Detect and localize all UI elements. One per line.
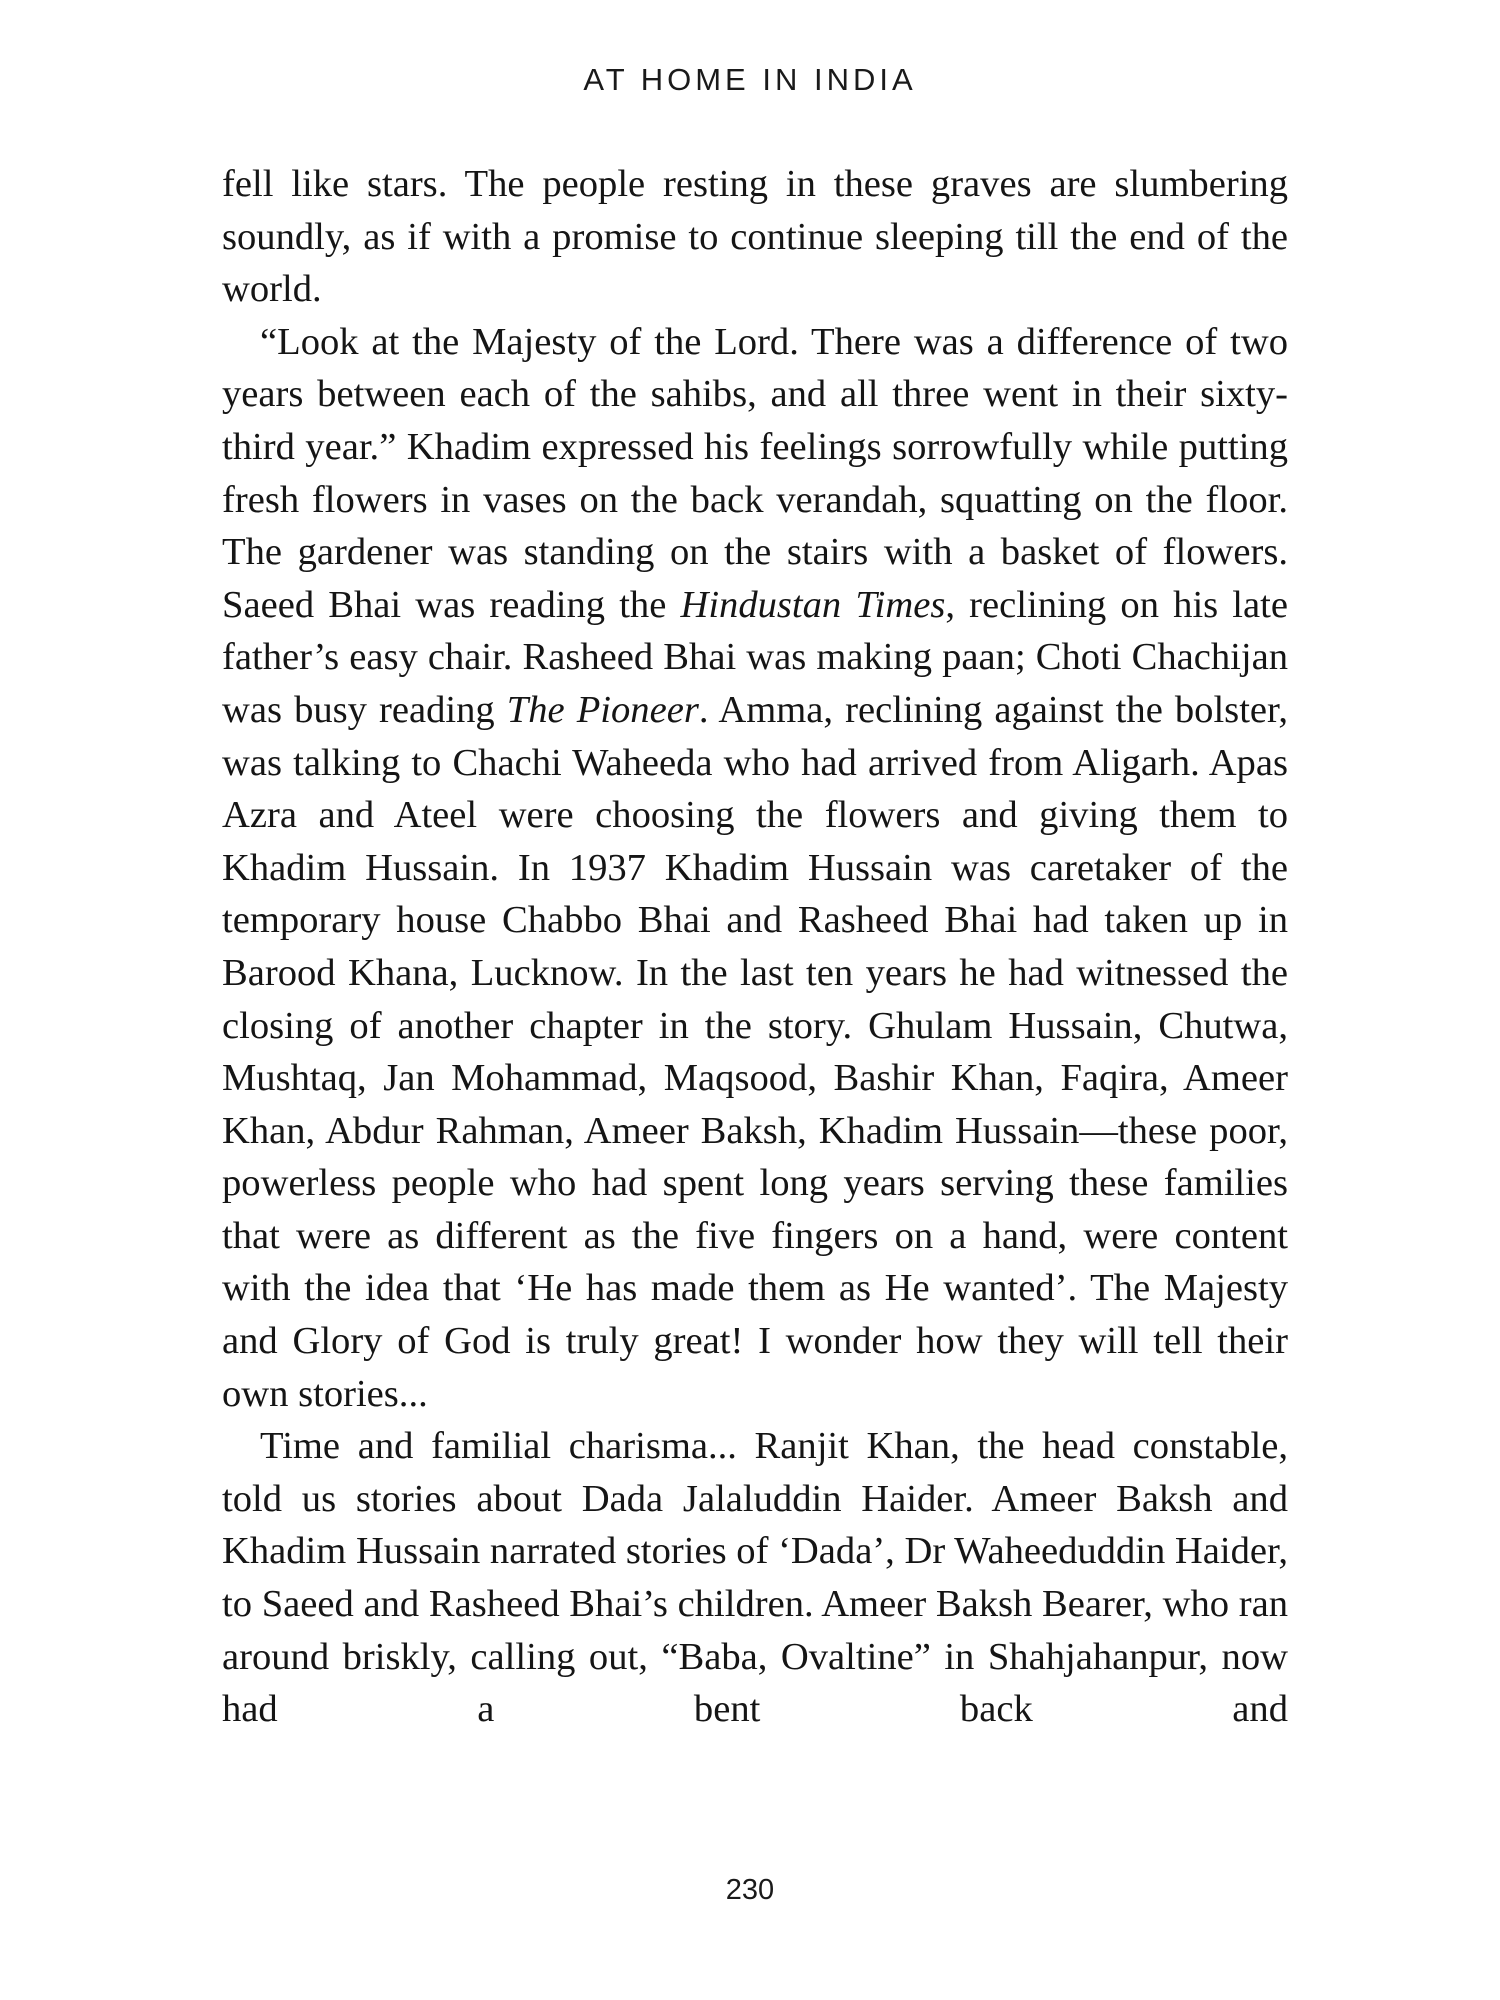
paragraph-2 xyxy=(222,316,1288,1420)
page-number: 230 xyxy=(725,1874,775,1906)
paragraph-2-part-1: “Look at the Majesty of the Lord. There was a difference of two years between each of the sahibs, and all three went in their sixty-third year.” Khadim expressed his feelings sorrowfully while putting fresh flowers in vases on the back verandah, squatting on the floor. The gardener was standing on the stairs with a basket of flowers. Saeed Bhai was reading the xyxy=(222,320,1288,626)
italic-title-hindustan-times: Hindustan Times xyxy=(680,583,946,626)
italic-title-the-pioneer: The Pioneer xyxy=(506,688,699,731)
paragraph-2-part-3: . Amma, reclining against the bolster, was talking to Chachi Waheeda who had arrived from Aligarh. Apas Azra and Ateel were choosing the flowers and giving them to Khadim Hussain. In 1937 Khadim Hussain was caretaker of the temporary house Chabbo Bhai and Rasheed Bhai had taken up in Barood Khana, Lucknow. In the last ten years he had witnessed the closing of another chapter in the story. Ghulam Hussain, Chutwa, Mushtaq, Jan Mohammad, Maqsood, Bashir Khan, Faqira, Ameer Khan, Abdur Rahman, Ameer Baksh, Khadim Hussain—these poor, powerless people who had spent long years serving these families that were as different as the five fingers on a hand, were content with the idea that ‘He has made them as He wanted’. The Majesty and Glory of God is truly great! I wonder how they will tell their own stories... xyxy=(222,688,1288,1415)
paragraph-2-part-2: , reclining on his late father’s easy chair. Rasheed Bhai was making paan; Choti Chachijan was busy reading xyxy=(222,583,1288,731)
body-text xyxy=(222,158,1288,1736)
paragraph-3: Time and familial charisma... Ranjit Khan, the head constable, told us stories about Dada Jalaluddin Haider. Ameer Baksh and Khadim Hussain narrated stories of ‘Dada’, Dr Waheeduddin Haider, to Saeed and Rasheed Bhai’s children. Ameer Baksh Bearer, who ran around briskly, calling out, “Baba, Ovaltine” in Shahjahanpur, now had a bent back and xyxy=(222,1425,1288,1731)
paragraph-1: fell like stars. The people resting in these graves are slumbering soundly, as if with a promise to continue sleeping till the end of the world. xyxy=(222,163,1288,311)
running-head: AT HOME IN INDIA xyxy=(583,62,917,97)
